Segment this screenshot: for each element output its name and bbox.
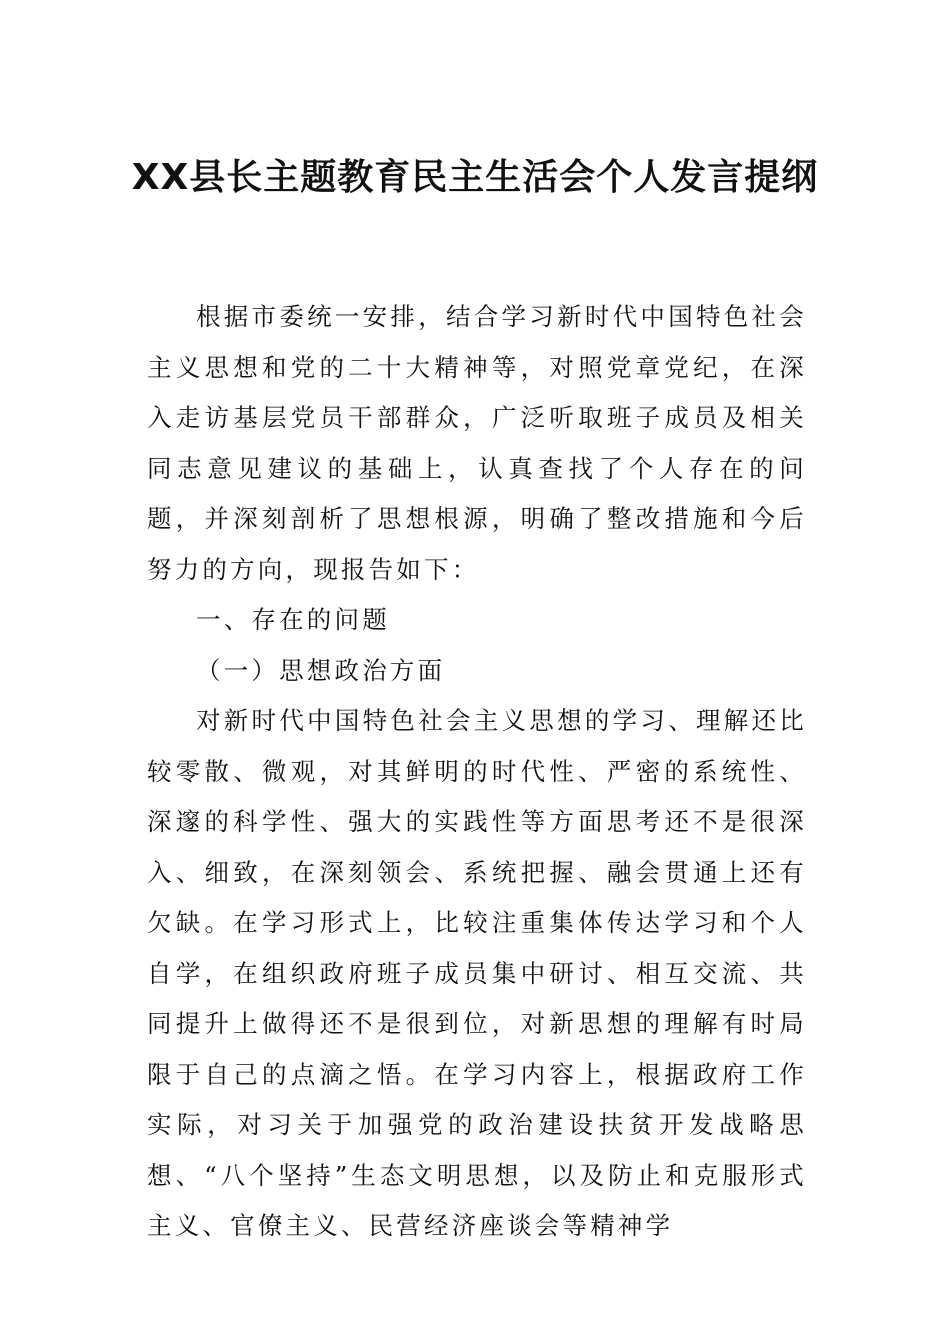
subsection-heading: （一）思想政治方面 [196, 655, 446, 685]
document-title: XX县长主题教育民主生活会个人发言提纲 [131, 157, 819, 198]
intro-paragraph: 根据市委统一安排，结合学习新时代中国特色社会主义思想和党的二十大精神等，对照党章党纪，在深入走访基层党员干部群众，广泛听取班子成员及相关同志意见建议的基础上，认真查找了个人存在的问题，并深刻剖析了思想根源，明确了整改措施和今后努力的方向，现报告如下： [147, 302, 807, 584]
section-heading: 一、存在的问题 [196, 605, 390, 634]
document-body [147, 292, 807, 1252]
subsection-paragraph: 对新时代中国特色社会主义思想的学习、理解还比较零散、微观，对其鲜明的时代性、严密的系统性、深邃的科学性、强大的实践性等方面思考还不是很深入、细致，在深刻领会、系统把握、融会贯通上还有欠缺。在学习形式上，比较注重集体传达学习和个人自学，在组织政府班子成员集中研讨、相互交流、共同提升上做得还不是很到位，对新思想的理解有时局限于自己的点滴之悟。在学习内容上，根据政府工作实际，对习关于加强党的政治建设扶贫开发战略思想、“八个坚持”生态文明思想，以及防止和克服形式主义、官僚主义、民营经济座谈会等精神学 [147, 706, 807, 1240]
